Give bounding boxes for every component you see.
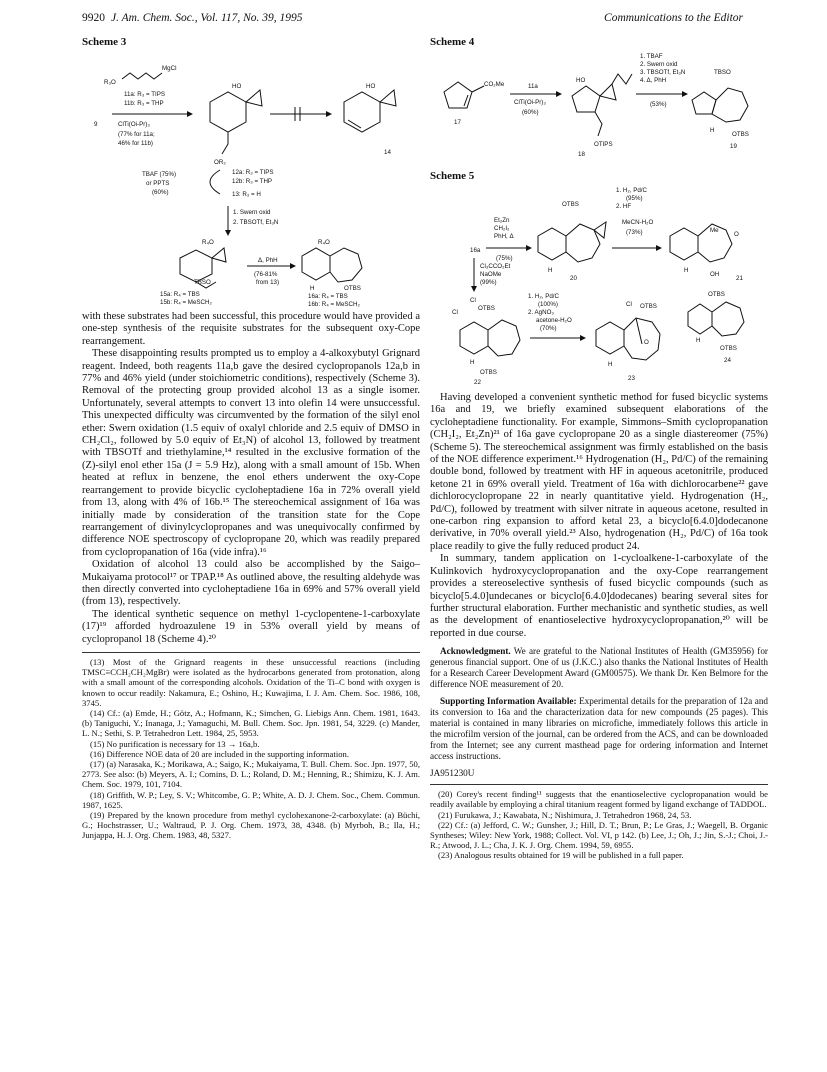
footnote-22: (22) Cf.: (a) Jefford, C. W.; Gunsher, J.; Hill, D. T.; Brun, P.; Le Gras, J.; Waegell, B. Organic Syntheses; Wiley: New York, 1988; Collect. Vol. VI, p 142. (b) Lee, J.; Oh, J.; Jin, S.-J.; Choi, J.-R.; Atwood, J. L.; Cha, J. K. J. Org. Chem. 1994, 59, 6955. [430, 819, 768, 851]
label-otbs-20: OTBS [562, 201, 579, 208]
page-number: 9920 [82, 12, 105, 24]
acknowledgment-text: We are grateful to the National Institutes of Health (GM35956) for generous financial support. One of us (J.K.C.) also thanks the National Institutes of Health for a Research Career Development Award (GM00575). We thank Dr. Ken Belmore for the difference NOE measurement of 20. [430, 646, 768, 690]
ring-22-seven [488, 320, 520, 356]
arrowhead-16a-to-22 [471, 286, 477, 292]
label-h-20: H [548, 267, 553, 274]
label-et2zn: Et₂Zn [494, 217, 510, 224]
label-tbsotf: 2. TBSOTf, Et₃N [233, 219, 279, 226]
footnote-21: (21) Furukawa, J.; Kawabata, N.; Nishimura, J. Tetrahedron 1968, 24, 53. [438, 809, 692, 820]
ring-24-six [688, 304, 712, 334]
label-yield-95: (95%) [626, 195, 643, 202]
ring-20-six [538, 228, 566, 260]
label-h-16: H [310, 285, 315, 292]
label-compound-22: 22 [474, 379, 481, 386]
label-phh-s5: PhH, Δ [494, 233, 514, 240]
label-yield-70: (70%) [540, 325, 557, 332]
label-cl-22a: Cl [470, 297, 476, 304]
supporting-info [430, 696, 768, 762]
label-yield-1: (77% for 11a; [118, 131, 155, 138]
bridge-23 [636, 318, 642, 344]
label-mecn: MeCN-H₂O [622, 219, 654, 226]
arrowhead-20-to-21 [656, 245, 662, 251]
left-footnotes [82, 657, 420, 841]
left-paragraph-1: with these substrates had been successful, this procedure would have provided a one-step synthesis of the requisite substrates for the subsequent oxy-Cope rearrangement. [82, 311, 420, 347]
label-otbs-16: OTBS [344, 285, 361, 292]
label-mgcl: MgCl [162, 65, 177, 72]
arrowhead-16a-to-20 [526, 245, 532, 251]
label-cl3ccooet: Cl₃CCO₂Et [480, 263, 511, 270]
ring-22-six [460, 322, 488, 354]
label-s4-r4: 4. Δ, PhH [640, 77, 667, 84]
label-s4-r3: 3. TBSOTf, Et₃N [640, 69, 686, 76]
label-12b: 12b: R₃ = THP [232, 178, 273, 185]
label-compound-20: 20 [570, 275, 577, 282]
label-s4-r2: 2. Swern oxid [640, 61, 678, 68]
double-bond-17 [464, 95, 468, 106]
ring-24-seven [712, 302, 744, 336]
label-otips: OTIPS [594, 141, 613, 148]
chain-18b [595, 112, 602, 136]
label-tbaf: TBAF (75%) [142, 171, 177, 178]
label-ch2i2: CH₂I₂ [494, 225, 510, 232]
label-h-21: H [684, 267, 689, 274]
ring-19-seven [712, 88, 748, 122]
deprotection-arrow [210, 170, 220, 194]
label-15b: 15b: R₄ = MeSCH₂ [160, 299, 212, 306]
ester-bond-17 [472, 86, 484, 92]
cyclopropane-20 [594, 222, 606, 238]
cyclopropane-12 [246, 90, 262, 106]
label-compound-24: 24 [724, 357, 731, 364]
label-cl-23: Cl [626, 301, 632, 308]
label-s4-r1: 1. TBAF [640, 53, 663, 60]
label-h-22: H [470, 359, 475, 366]
label-11b: 11b: R₃ = THP [124, 100, 164, 107]
label-otbs-22b: OTBS [480, 369, 497, 376]
scheme5-figure [430, 184, 768, 386]
label-agno3: 2. AgNO₃ [528, 309, 554, 316]
label-otbs-24b: OTBS [720, 345, 737, 352]
label-pts: or PPTS [146, 180, 170, 187]
acknowledgment [430, 646, 768, 690]
right-footnotes [430, 789, 768, 860]
label-yield-53: (53%) [650, 101, 667, 108]
chain-12 [222, 132, 228, 154]
footnote-13: (13) Most of the Grignard reagents in these unsuccessful reactions (including TMSC≡CCH₂CH₂MgBr) were isolated as the hydrocarbons generated from protonation, along with a small amount of the corresponding alcohols. Oxidation of the Ti–C bond with oxygen is known to occur readily: Nakamura, E.; Oshino, H.; Kuwajima, I. J. Am. Chem. Soc. 1986, 108, 3745. [82, 656, 420, 708]
label-11a-s4: 11a [528, 83, 538, 90]
label-yield-73: (73%) [626, 229, 643, 236]
cyclopropane-18 [600, 84, 616, 100]
header-left [82, 12, 303, 24]
label-o-23: O [644, 339, 649, 346]
label-otbs-24: OTBS [708, 291, 725, 298]
right-footnote-rule [430, 784, 768, 785]
label-16a-s5: 16a [470, 247, 481, 254]
label-r4o-16: R₄O [318, 239, 330, 246]
left-paragraph-3: Oxidation of alcohol 13 could also be accomplished by the Saigo–Mukaiyama protocol¹⁷ or TPAP.¹⁸ As outlined above, the resulting aldehyde was then directly converted into cycloheptadiene 16a in 69% and 57% overall yield (from 13), respectively. [82, 559, 420, 608]
label-compound-9: 9 [94, 121, 98, 128]
ring-12 [210, 92, 246, 132]
label-yield-60: (60%) [152, 189, 169, 196]
label-otbs-19: OTBS [732, 131, 749, 138]
scheme3-title: Scheme 3 [82, 36, 127, 48]
left-paragraph-2: These disappointing results prompted us to employ a 4-alkoxybutyl Grignard reagent. Indeed, both reagents 11a,b gave the desired cyclopropanols 12a,b in 77% and 46% yield (under stoichiometric conditions), respectively (Scheme 3). Removal of the protecting group provided alcohol 13 as a single isomer. Unfortunately, several attempts to convert 13 into olefin 14 were unsuccessful. This unexpected difficulty was circumvented by the formation of the silyl enol ether: Swern oxidation (1.5 equiv of oxalyl chloride and 2.5 equiv of DMSO in CH₂Cl₂, followed by 5.0 equiv of Et₃N) of alcohol 13, followed by treatment with TBSOTf and triethylamine,¹⁴ resulted in the exclusive formation of the (Z)-silyl enol ether 15a (J = 5.9 Hz), along with a small amount of 15b. When heated at reflux in benzene, the enol ethers underwent the oxy-Cope rearrangement to provide bicyclic cycloheptadiene 16a in 72% overall yield from 13, along with 4% of 16b.¹⁵ The stereochemical assignment of 16a was initially made by consideration of the transition state for the Cope rearrangement of divinylcyclopropanes and was unequivocally confirmed by difference NOE spectroscopy of cyclopropane 20, which was readily prepared from cyclopropanation of 16a (vide infra).¹⁶ [82, 348, 420, 558]
arrowhead-22-to-23 [580, 335, 586, 341]
ring-15 [180, 250, 212, 282]
right-body [430, 392, 768, 640]
scheme4-title: Scheme 4 [430, 36, 475, 48]
label-16a: 16a: R₄ = TBS [308, 293, 348, 300]
label-ho-14: HO [366, 83, 376, 90]
right-paragraph-1: Having developed a convenient synthetic method for fused bicyclic systems 16a and 19, we briefly examined subsequent elaborations of the cycloheptadiene functionality. For example, Simmons–Smith cyclopropanation (CH₂I₂, Et₂Zn)²¹ of 16a gave cyclopropane 20 as a single diastereomer (75%) (Scheme 5). The stereochemical assignment was firmly established on the basis of the NOE difference experiment.¹⁶ Hydrogenation (H₂, Pd/C) of the remaining double bond, followed by treatment with HF in aqueous acetonitrile, produced ketone 21 in 69% overall yield. Treatment of 16a with dichlorocarbene²² gave dichlorocyclopropane 22 in nearly quantitative yield. Hydrogenation (H₂, Pd/C), followed by treatment with silver nitrate in aqueous acetone, resulted in one-carbon ring expansion to afford ketal 23, a bicyclo[6.4.0]dodecanone derivative, in 70% overall yield.²³ Also, hydrogenation (H₂, Pd/C) of 16a took place readily to give the fully reduced product 24. [430, 392, 768, 552]
ring-23-eight [624, 318, 660, 360]
label-ti-reagent: ClTi(Oi-Pr)₃ [118, 121, 150, 128]
scheme4-figure [430, 50, 768, 162]
acknowledgment-heading: Acknowledgment. [440, 646, 511, 657]
left-footnote-rule [82, 652, 420, 653]
left-column [82, 36, 420, 841]
footnote-16: (16) Difference NOE data of 20 are included in the supporting information. [90, 748, 350, 759]
label-me: Me [710, 227, 719, 234]
label-yield-100: (100%) [538, 301, 558, 308]
scheme3-captions [82, 289, 420, 307]
arrowhead-12-to-14 [326, 111, 332, 117]
scheme5-title: Scheme 5 [430, 170, 475, 182]
label-yield-60-s4: (60%) [522, 109, 539, 116]
arrowhead-17-to-18 [556, 91, 562, 97]
label-r3o: R₃O [104, 79, 116, 86]
label-from13: from 13) [256, 279, 280, 286]
arrowhead-18-to-19 [682, 91, 688, 97]
label-cl-22b: Cl [452, 309, 458, 316]
label-yield-99: (99%) [480, 279, 497, 286]
label-13: 13: R₃ = H [232, 191, 261, 198]
ring-16-seven [330, 248, 362, 282]
left-paragraph-4: The identical synthetic sequence on methyl 1-cyclopentene-1-carboxylate (17)¹⁹ afforded hydroazulene 19 in 53% overall yield by means of cyclopropanol 18 (Scheme 4).²⁰ [82, 608, 420, 645]
right-paragraph-2: In summary, tandem application on 1-cycloalkene-1-carboxylate of the Kulinkovich hydroxycyclopropanation and the oxy-Cope rearrangement provides a stereoselective synthesis of fused bicyclic compounds (such as bicyclo[5.4.0]undecanes or bicyclo[6.4.0]dodecanes) bearing several sites for further structural elaboration. Further mechanistic and synthetic studies, as well as the development of enantioselective hydroxycyclopropanation,²⁰ will be reported in due course. [430, 553, 768, 639]
label-h2-pd: 1. H₂, Pd/C [616, 187, 647, 194]
label-h-23: H [608, 361, 613, 368]
label-compound-23: 23 [628, 375, 635, 382]
label-swern: 1. Swern oxid [233, 209, 271, 216]
label-heat: Δ, PhH [258, 257, 278, 264]
label-compound-21: 21 [736, 275, 743, 282]
label-ho-18: HO [576, 77, 586, 84]
label-tbso-19: TBSO [714, 69, 731, 76]
label-compound-19: 19 [730, 143, 737, 150]
double-bond-14 [348, 120, 361, 128]
label-or3: OR₃ [214, 159, 226, 166]
arrowhead-9-to-12 [187, 111, 193, 117]
section-title: Communications to the Editor [604, 12, 743, 24]
label-h-24: H [696, 337, 701, 344]
label-tbso-15: TBSO [194, 279, 211, 286]
footnote-15: (15) No purification is necessary for 13 → 16a,b. [90, 738, 260, 749]
chain-18 [612, 74, 632, 84]
ring-16-six [302, 248, 330, 280]
arrowhead-13-to-15 [225, 230, 231, 236]
running-header [82, 12, 743, 30]
footnote-17: (17) (a) Narasaka, K.; Morikawa, A.; Saigo, K.; Mukaiyama, T. Bull. Chem. Soc. Jpn. 1977, 50, 2773. See also: (b) Meyers, A. I.; Comins, D. L.; Roland, D. M.; Henning, R.; Shimizu, K. J. Am. Chem. Soc. 1979, 101, 7104. [82, 759, 420, 790]
ring-21-six [670, 228, 698, 260]
label-compound-17: 17 [454, 119, 461, 126]
label-compound-18: 18 [578, 151, 585, 158]
footnote-20: (20) Corey's recent finding¹¹ suggests that the enantioselective cyclopropanation would be readily available by employing a chiral titanium reagent formed by ligand exchange of TADDOL. [430, 789, 768, 810]
label-otbs-23: OTBS [640, 303, 657, 310]
label-naome: NaOMe [480, 271, 502, 278]
left-body [82, 311, 420, 646]
cyclopropane-15 [212, 248, 226, 262]
ring-23-six [596, 322, 624, 354]
label-ho-12: HO [232, 83, 242, 90]
label-yield-75: (75%) [496, 255, 513, 262]
label-h2-pd-2: 1. H₂, Pd/C [528, 293, 559, 300]
label-r4o-15: R₄O [202, 239, 214, 246]
supporting-info-text: Experimental details for the preparation of 12a and its conversion to 16a and the characterization data for new compounds (25 pages). This material is contained in many libraries on microfiche, immediately follows this article in the microfilm version of the journal, can be ordered from the ACS, and can be downloaded from the Internet; see any current masthead page for ordering information and Internet access instructions. [430, 696, 769, 762]
scheme3-figure [82, 50, 420, 293]
grignard-chain [122, 73, 162, 79]
label-16b: 16b: R₄ = MeSCH₂ [308, 301, 360, 307]
label-15a: 15a: R₄ = TBS [160, 291, 200, 298]
supporting-info-heading: Supporting Information Available: [440, 696, 577, 707]
label-12a: 12a: R₃ = TIPS [232, 169, 274, 176]
label-h-19: H [710, 127, 715, 134]
footnote-19: (19) Prepared by the known procedure from methyl cyclohexanone-2-carboxylate: (a) Büchi, G.; Hochstrasser, U.; Waltraud, P. J. Org. Chem. 1973, 38, 4348. (b) Myrboh, B.; Ila, H.; Junjappa, H. J. Org. Chem. 1983, 48, 5327. [82, 810, 420, 841]
label-acetone: acetone-H₂O [536, 317, 572, 324]
label-otbs-22: OTBS [478, 305, 495, 312]
ring-18 [572, 86, 600, 112]
label-hf: 2. HF [616, 203, 632, 210]
arrowhead-15-to-16 [290, 263, 296, 269]
footnote-14: (14) Cf.: (a) Emde, H.; Götz, A.; Hofmann, K.; Simchen, G. Liebigs Ann. Chem. 1981, 1643. (b) Taniguchi, Y.; Inanaga, J.; Yamaguchi, M. Bull. Chem. Soc. Jpn. 1981, 54, 3229. (c) Mander, L. N.; Sethi, S. P. Tetrahedron Lett. 1984, 25, 5953. [82, 707, 420, 739]
label-yield-7681: (76-81% [254, 271, 278, 278]
label-o-21: O [734, 231, 739, 238]
label-oh-21: OH [710, 271, 720, 278]
right-column [430, 36, 768, 861]
journal-citation: J. Am. Chem. Soc., Vol. 117, No. 39, 1995 [111, 12, 303, 24]
label-yield-2: 46% for 11b) [118, 140, 153, 147]
ring-19-five [692, 92, 716, 114]
manuscript-id: JA951230U [430, 768, 475, 779]
footnote-18: (18) Griffith, W. P.; Ley, S. V.; Whitcombe, G. P.; White, A. D. J. Chem. Soc., Chem. Commun. 1987, 1625. [82, 789, 420, 810]
label-co2me: CO₂Me [484, 81, 505, 88]
label-11a: 11a: R₃ = TIPS [124, 91, 165, 98]
cyclopropane-14 [380, 90, 396, 106]
label-ti-s4: ClTi(Oi-Pr)₃ [514, 99, 546, 106]
footnote-23: (23) Analogous results obtained for 19 will be published in a full paper. [438, 850, 684, 861]
label-compound-14: 14 [384, 149, 391, 156]
ring-14 [344, 92, 380, 132]
